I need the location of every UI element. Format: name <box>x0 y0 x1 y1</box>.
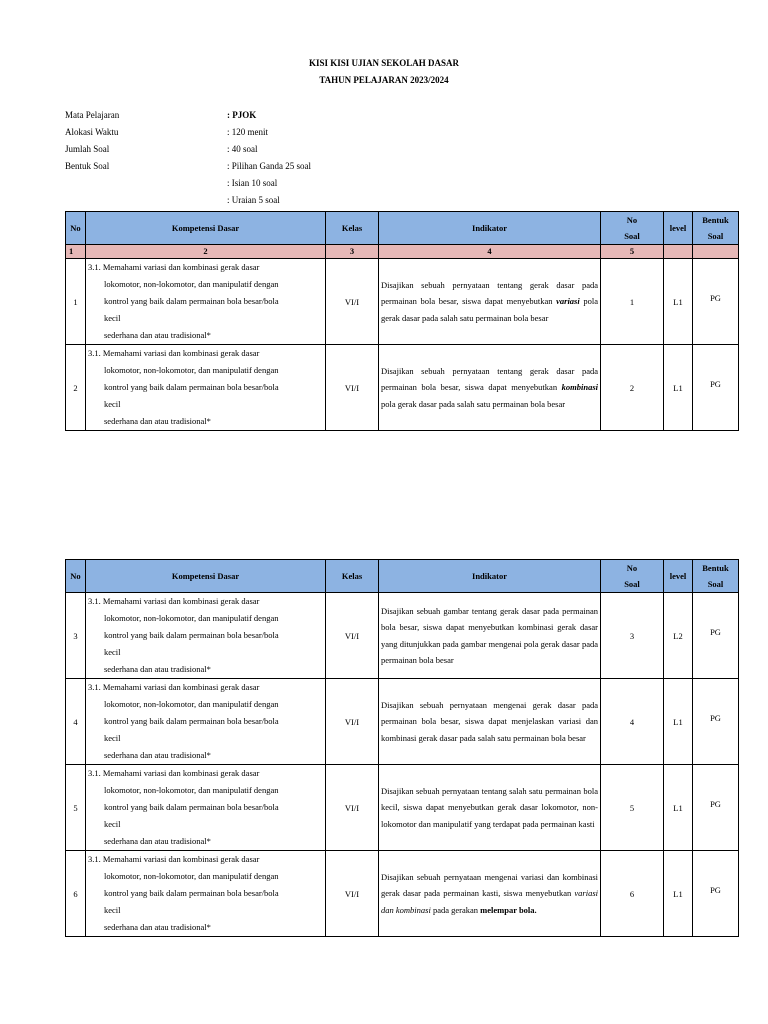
row-indikator: Disajikan sebuah pernyataan mengenai variasi dan kombinasi gerak dasar pada permainan kasti, siswa menyebutkan variasi dan kombinasi pada gerakan melempar bola. <box>379 851 601 937</box>
bentuk-value-uraian: : Uraian 5 soal <box>227 195 280 205</box>
row-kelas: VI/I <box>326 345 379 431</box>
header-bentuk: Bentuk Soal <box>693 212 739 245</box>
header-kelas: Kelas <box>326 560 379 593</box>
header-level: level <box>664 560 693 593</box>
document-subtitle: TAHUN PELAJARAN 2023/2024 <box>319 75 449 85</box>
row-kelas: VI/I <box>326 259 379 345</box>
row-kelas: VI/I <box>326 851 379 937</box>
bentuk-value-isian: : Isian 10 soal <box>227 178 278 188</box>
row-no-soal: 1 <box>601 259 664 345</box>
table-row <box>66 851 739 937</box>
row-level: L1 <box>664 259 693 345</box>
row-no-soal: 3 <box>601 593 664 679</box>
row-level: L1 <box>664 851 693 937</box>
table-header-row <box>66 212 739 245</box>
jumlah-label: Jumlah Soal <box>65 144 110 154</box>
row-kd: 3.1. Memahami variasi dan kombinasi gerak dasar lokomotor, non-lokomotor, dan manipulatif dengan kontrol yang baik dalam permainan bola besar/bola kecil sederhana dan atau tradisional* <box>86 851 326 937</box>
table-header-row <box>66 560 739 593</box>
kisi-table-2 <box>65 559 739 937</box>
header-no: No <box>66 212 86 245</box>
row-level: L1 <box>664 679 693 765</box>
row-no-soal: 6 <box>601 851 664 937</box>
header-indikator: Indikator <box>379 560 601 593</box>
col-num: 4 <box>379 245 601 259</box>
row-bentuk: PG <box>693 851 739 937</box>
row-kd: 3.1. Memahami variasi dan kombinasi gerak dasar lokomotor, non-lokomotor, dan manipulatif dengan kontrol yang baik dalam permainan bola besar/bola kecil sederhana dan atau tradisional* <box>86 593 326 679</box>
row-no: 3 <box>66 593 86 679</box>
column-number-row <box>66 245 739 259</box>
header-kd: Kompetensi Dasar <box>86 560 326 593</box>
row-no-soal: 2 <box>601 345 664 431</box>
row-kd: 3.1. Memahami variasi dan kombinasi gerak dasar lokomotor, non-lokomotor, dan manipulatif dengan kontrol yang baik dalam permainan bola besar/bola kecil sederhana dan atau tradisional* <box>86 679 326 765</box>
row-kd: 3.1. Memahami variasi dan kombinasi gerak dasar lokomotor, non-lokomotor, dan manipulatif dengan kontrol yang baik dalam permainan bola besar/bola kecil sederhana dan atau tradisional* <box>86 765 326 851</box>
row-indikator: Disajikan sebuah pernyataan tentang gerak dasar pada permainan bola besar, siswa dapat menyebutkan kombinasi pola gerak dasar pada salah satu permainan bola besar <box>379 345 601 431</box>
mapel-value: : PJOK <box>227 110 257 120</box>
col-num: 3 <box>326 245 379 259</box>
row-bentuk: PG <box>693 593 739 679</box>
row-no: 1 <box>66 259 86 345</box>
row-bentuk: PG <box>693 259 739 345</box>
header-indikator: Indikator <box>379 212 601 245</box>
row-indikator: Disajikan sebuah pernyataan tentang gerak dasar pada permainan bola besar, siswa dapat menyebutkan variasi pola gerak dasar pada salah satu permainan bola besar <box>379 259 601 345</box>
document-title: KISI KISI UJIAN SEKOLAH DASAR <box>308 58 460 68</box>
table-row <box>66 259 739 345</box>
col-num: 2 <box>86 245 326 259</box>
table-row <box>66 345 739 431</box>
row-bentuk: PG <box>693 765 739 851</box>
meta-block <box>65 107 311 209</box>
header-bentuk: Bentuk Soal <box>693 560 739 593</box>
waktu-value: : 120 menit <box>227 127 268 137</box>
row-kelas: VI/I <box>326 593 379 679</box>
row-no: 4 <box>66 679 86 765</box>
row-no: 5 <box>66 765 86 851</box>
col-num: 5 <box>601 245 664 259</box>
table-row <box>66 765 739 851</box>
header-kelas: Kelas <box>326 212 379 245</box>
row-no: 6 <box>66 851 86 937</box>
row-indikator: Disajikan sebuah pernyataan mengenai gerak dasar pada permainan bola besar, siswa dapat menjelaskan variasi dan kombinasi gerak dasar pada salah satu permainan bola besar <box>379 679 601 765</box>
row-no-soal: 5 <box>601 765 664 851</box>
kisi-table-1 <box>65 211 739 431</box>
row-bentuk: PG <box>693 679 739 765</box>
col-num: 1 <box>66 245 86 259</box>
row-bentuk: PG <box>693 345 739 431</box>
waktu-label: Alokasi Waktu <box>65 127 119 137</box>
row-level: L1 <box>664 345 693 431</box>
table-row <box>66 679 739 765</box>
mapel-label: Mata Pelajaran <box>65 110 120 120</box>
row-no-soal: 4 <box>601 679 664 765</box>
bentuk-label: Bentuk Soal <box>65 161 110 171</box>
row-kelas: VI/I <box>326 679 379 765</box>
row-level: L1 <box>664 765 693 851</box>
header-kd: Kompetensi Dasar <box>86 212 326 245</box>
row-indikator: Disajikan sebuah gambar tentang gerak dasar pada permainan bola besar, siswa dapat menyebutkan kombinasi gerak dasar yang ditunjukkan pada gambar mengenai pola gerak dasar pada permainan bola besar <box>379 593 601 679</box>
row-kd: 3.1. Memahami variasi dan kombinasi gerak dasar lokomotor, non-lokomotor, dan manipulatif dengan kontrol yang baik dalam permainan bola besar/bola kecil sederhana dan atau tradisional* <box>86 345 326 431</box>
header-no: No <box>66 560 86 593</box>
row-no: 2 <box>66 345 86 431</box>
jumlah-value: : 40 soal <box>227 144 258 154</box>
table-row <box>66 593 739 679</box>
bentuk-value-pg: : Pilihan Ganda 25 soal <box>227 161 311 171</box>
header-nosoal: No Soal <box>601 560 664 593</box>
row-kd: 3.1. Memahami variasi dan kombinasi gerak dasar lokomotor, non-lokomotor, dan manipulatif dengan kontrol yang baik dalam permainan bola besar/bola kecil sederhana dan atau tradisional* <box>86 259 326 345</box>
header-nosoal: No Soal <box>601 212 664 245</box>
row-kelas: VI/I <box>326 765 379 851</box>
header-level: level <box>664 212 693 245</box>
row-indikator: Disajikan sebuah pernyataan tentang salah satu permainan bola kecil, siswa dapat menyebutkan gerak dasar lokomotor, non-lokomotor dan manipulatif yang terdapat pada permainan kasti <box>379 765 601 851</box>
row-level: L2 <box>664 593 693 679</box>
